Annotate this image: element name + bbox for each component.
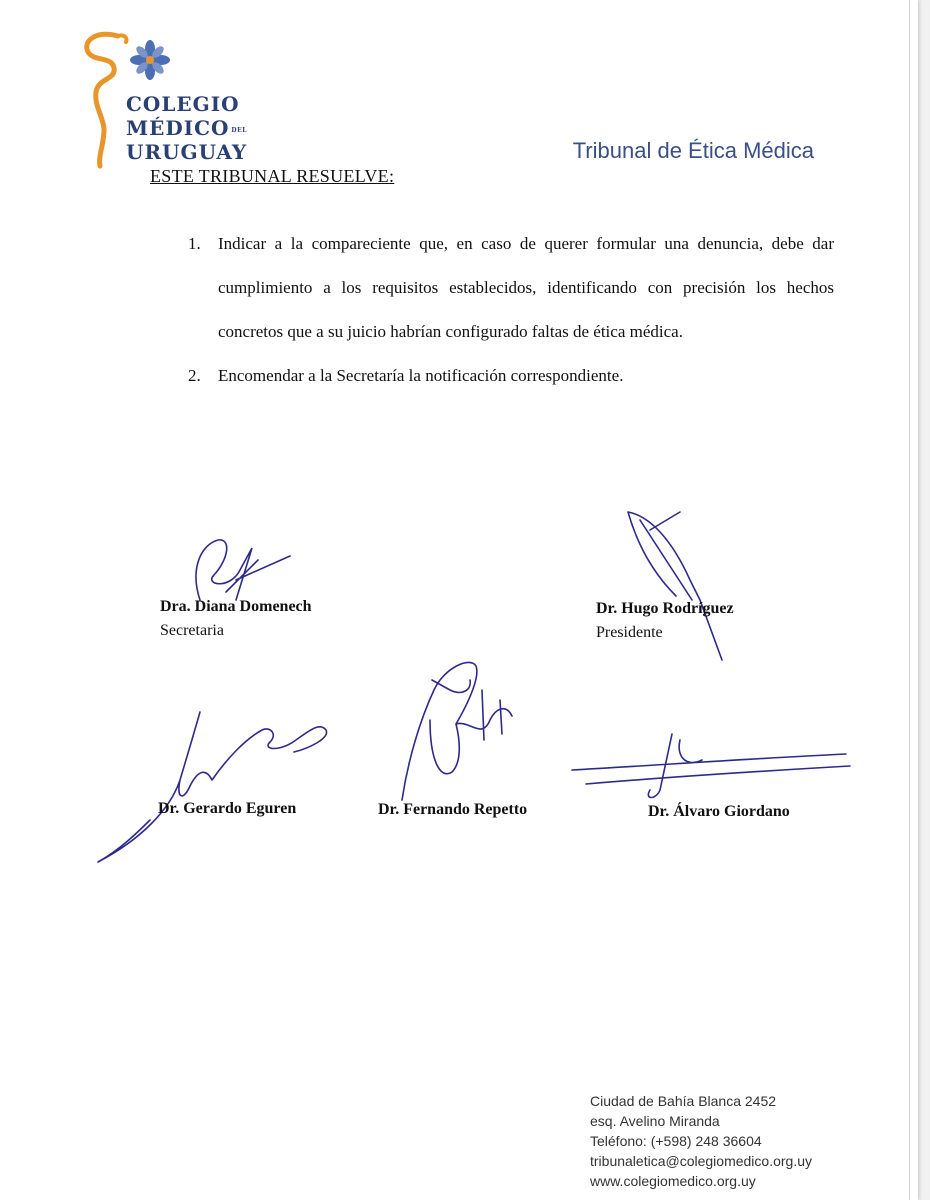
list-item-text: Indicar a la compareciente que, en caso de querer formular una denuncia, debe dar cumplimiento a los requisitos establecidos, identificando con precisión los hechos concretos que a su juicio habrían configurado faltas de ética médica. xyxy=(218,234,834,341)
department-title: Tribunal de Ética Médica xyxy=(572,138,814,163)
footer-address-line2: esq. Avelino Miranda xyxy=(590,1113,720,1129)
footer-address-line1: Ciudad de Bahía Blanca 2452 xyxy=(590,1093,777,1109)
footer-phone: Teléfono: (+598) 248 36604 xyxy=(590,1133,762,1149)
logo-text-medico: MÉDICO DEL xyxy=(126,116,247,140)
signature-name-eguren: Dr. Gerardo Eguren xyxy=(158,800,297,817)
signature-giordano xyxy=(572,734,850,798)
list-item xyxy=(188,354,834,398)
signature-role-secretaria: Secretaria xyxy=(160,622,224,639)
signature-eguren xyxy=(98,712,327,862)
list-item-number: 2. xyxy=(188,366,201,385)
signature-name-giordano: Dr. Álvaro Giordano xyxy=(648,803,790,820)
resolution-heading: ESTE TRIBUNAL RESUELVE: xyxy=(150,166,395,186)
page-edge xyxy=(909,0,910,1200)
signature-name-rodriguez: Dr. Hugo Rodríguez xyxy=(596,600,734,617)
logo-text-del: DEL xyxy=(231,127,247,134)
logo-text-colegio: COLEGIO xyxy=(126,92,240,116)
footer-contact xyxy=(590,1091,812,1191)
footer-email: tribunaletica@colegiomedico.org.uy xyxy=(590,1153,812,1169)
list-item-text: Encomendar a la Secretaría la notificación correspondiente. xyxy=(218,366,624,385)
signature-role-presidente: Presidente xyxy=(596,624,663,641)
list-item xyxy=(188,222,834,354)
resolution-list xyxy=(188,222,834,398)
signature-name-repetto: Dr. Fernando Repetto xyxy=(378,801,528,818)
logo-text-uruguay: URUGUAY xyxy=(126,140,248,164)
signature-repetto xyxy=(402,662,512,800)
signature-domenech xyxy=(196,540,290,600)
footer-website: www.colegiomedico.org.uy xyxy=(590,1173,756,1189)
list-item-number: 1. xyxy=(188,234,201,253)
signature-name-domenech: Dra. Diana Domenech xyxy=(160,598,312,615)
